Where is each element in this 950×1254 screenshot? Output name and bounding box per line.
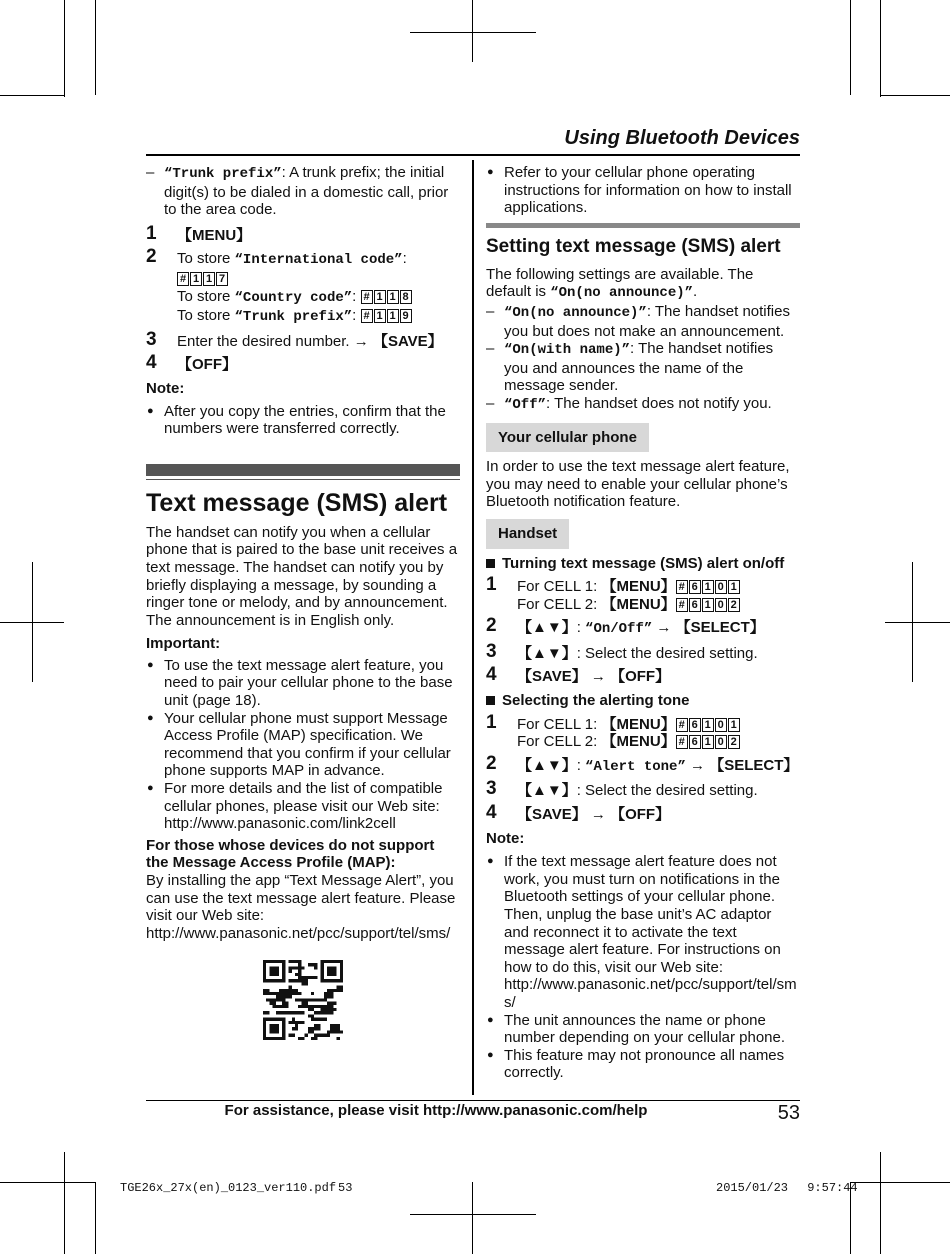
page-number: 53 [777,1102,800,1124]
step-2: 2 【▲▼】: “On/Off” → 【SELECT】 [486,615,765,638]
crop-mark [885,622,950,623]
print-filename: TGE26x_27x(en)_0123_ver110.pdf [120,1181,337,1195]
note-label: Note: [486,829,525,847]
page-header: Using Bluetooth Devices [564,127,800,149]
step-1: 1 【MENU】 [146,222,252,244]
crop-mark [850,0,851,95]
crop-mark [410,32,536,33]
crop-mark [64,1152,65,1254]
section-rule [146,479,460,480]
crop-mark [880,0,881,97]
cellular-text: In order to use the text message alert feature, you may need to enable your cellular phone’s Bluetooth notification feature. [486,458,790,511]
column-divider [472,160,474,1095]
crop-mark [410,1214,536,1215]
option-item: – “On(with name)”: The handset notifies you and announces the name of the message sender. [486,340,800,395]
right-column [486,164,800,1082]
crop-mark [64,0,65,97]
note-label: Note: [146,379,185,397]
crop-mark [95,0,96,95]
crop-mark [32,562,33,682]
crop-mark [0,95,64,96]
intro-paragraph: The handset can notify you when a cellular phone that is paired to the base unit receives a text message. The handset can notify you by briefly displaying a message, by sounding a ringer tone or melody, and by announcement. The announcement is in English only. [146,523,458,629]
qr-code-modules [263,960,343,1040]
setting-title: Setting text message (SMS) alert [486,235,781,257]
no-map-heading: For those whose devices do not support the Message Access Profile (MAP): [146,836,435,872]
subheading-alert-tone: Selecting the alerting tone [486,692,800,710]
crop-mark [0,1182,95,1183]
crop-mark [880,1152,881,1254]
qr-code [263,960,343,1040]
crop-mark [912,562,913,682]
note-item: ● After you copy the entries, confirm that the numbers were transferred correctly. [146,403,460,438]
crop-mark [880,95,950,96]
section-title: Text message (SMS) alert [146,488,448,517]
key-sequence: # 1 1 7 [177,270,460,288]
option-item: – “On(no announce)”: The handset notifies you but does not make an announcement. [486,303,800,340]
step-2: 2 【▲▼】: “Alert tone” → 【SELECT】 [486,752,799,775]
header-rule [146,154,800,156]
crop-mark [472,0,473,62]
step-3: 3 Enter the desired number. → 【SAVE】 [146,328,443,350]
important-item: ● Your cellular phone must support Message Access Profile (MAP) specification. We recommend that you confirm if your cellular phone supports MAP in advance. [146,710,460,780]
print-page: 53 [338,1181,353,1195]
step-4: 4 【SAVE】 → 【OFF】 [486,802,671,824]
setting-intro: The following settings are available. The default is “On(no announce)”. [486,265,754,302]
important-label: Important: [146,635,221,653]
step-4: 4 【SAVE】 → 【OFF】 [486,664,671,686]
section-bar [486,223,800,228]
tag-handset: Handset [486,519,569,549]
no-map-text: By installing the app “Text Message Alert”, you can use the text message alert feature. Please visit our Web site: [146,872,456,925]
note-item: ● This feature may not pronounce all names correctly. [486,1047,800,1082]
crop-mark [95,1182,96,1254]
step-4: 4 【OFF】 [146,352,237,374]
left-column [146,164,460,1040]
step-1: 1 For CELL 1: 【MENU】 # 6 1 0 1 For CELL 2: 【MENU】 # 6 1 0 2 [486,578,800,613]
step-3: 3 【▲▼】: Select the desired setting. [486,778,758,800]
refer-item: ● Refer to your cellular phone operating instructions for information on how to install applications. [486,164,800,217]
step-3: 3 【▲▼】: Select the desired setting. [486,640,758,662]
note-item: ● If the text message alert feature does not work, you must turn on notifications in the Bluetooth settings of your cellular phone. Then, unplug the base unit’s AC adaptor and reconnect it to activate the text message alert feature. For instructions on how to do this, visit our Web site: http://www.panasonic.net/pcc/support/tel/sms/ [486,853,800,1011]
step-2: 2 To store “International code”: # 1 1 7 To store “Country code”: # 1 1 8 To store “Trunk prefix”: # 1 1 9 [146,250,460,326]
footer-help-text: For assistance, please visit http://www.panasonic.com/help [224,1102,648,1119]
trunk-prefix-item: – “Trunk prefix”: A trunk prefix; the initial digit(s) to be dialed in a domestic call, prior to the area code. [146,164,460,219]
option-item: – “Off”: The handset does not notify you. [486,395,800,415]
step-1: 1 For CELL 1: 【MENU】 # 6 1 0 1 For CELL 2: 【MENU】 # 6 1 0 2 [486,716,800,751]
no-map-url: http://www.panasonic.net/pcc/support/tel/sms/ [146,924,451,942]
important-item: ● For more details and the list of compatible cellular phones, please visit our Web site: http://www.panasonic.com/link2cell [146,780,460,833]
subheading-on-off: Turning text message (SMS) alert on/off [486,555,800,573]
print-date: 2015/01/23 9:57:44 [716,1181,858,1195]
tag-cellular-phone: Your cellular phone [486,423,649,453]
crop-mark [472,1182,473,1254]
footer-rule [146,1100,800,1101]
section-bar [146,464,460,476]
important-item: ● To use the text message alert feature, you need to pair your cellular phone to the base unit (page 18). [146,657,460,710]
note-item: ● The unit announces the name or phone number depending on your cellular phone. [486,1012,800,1047]
crop-mark [850,1182,950,1183]
